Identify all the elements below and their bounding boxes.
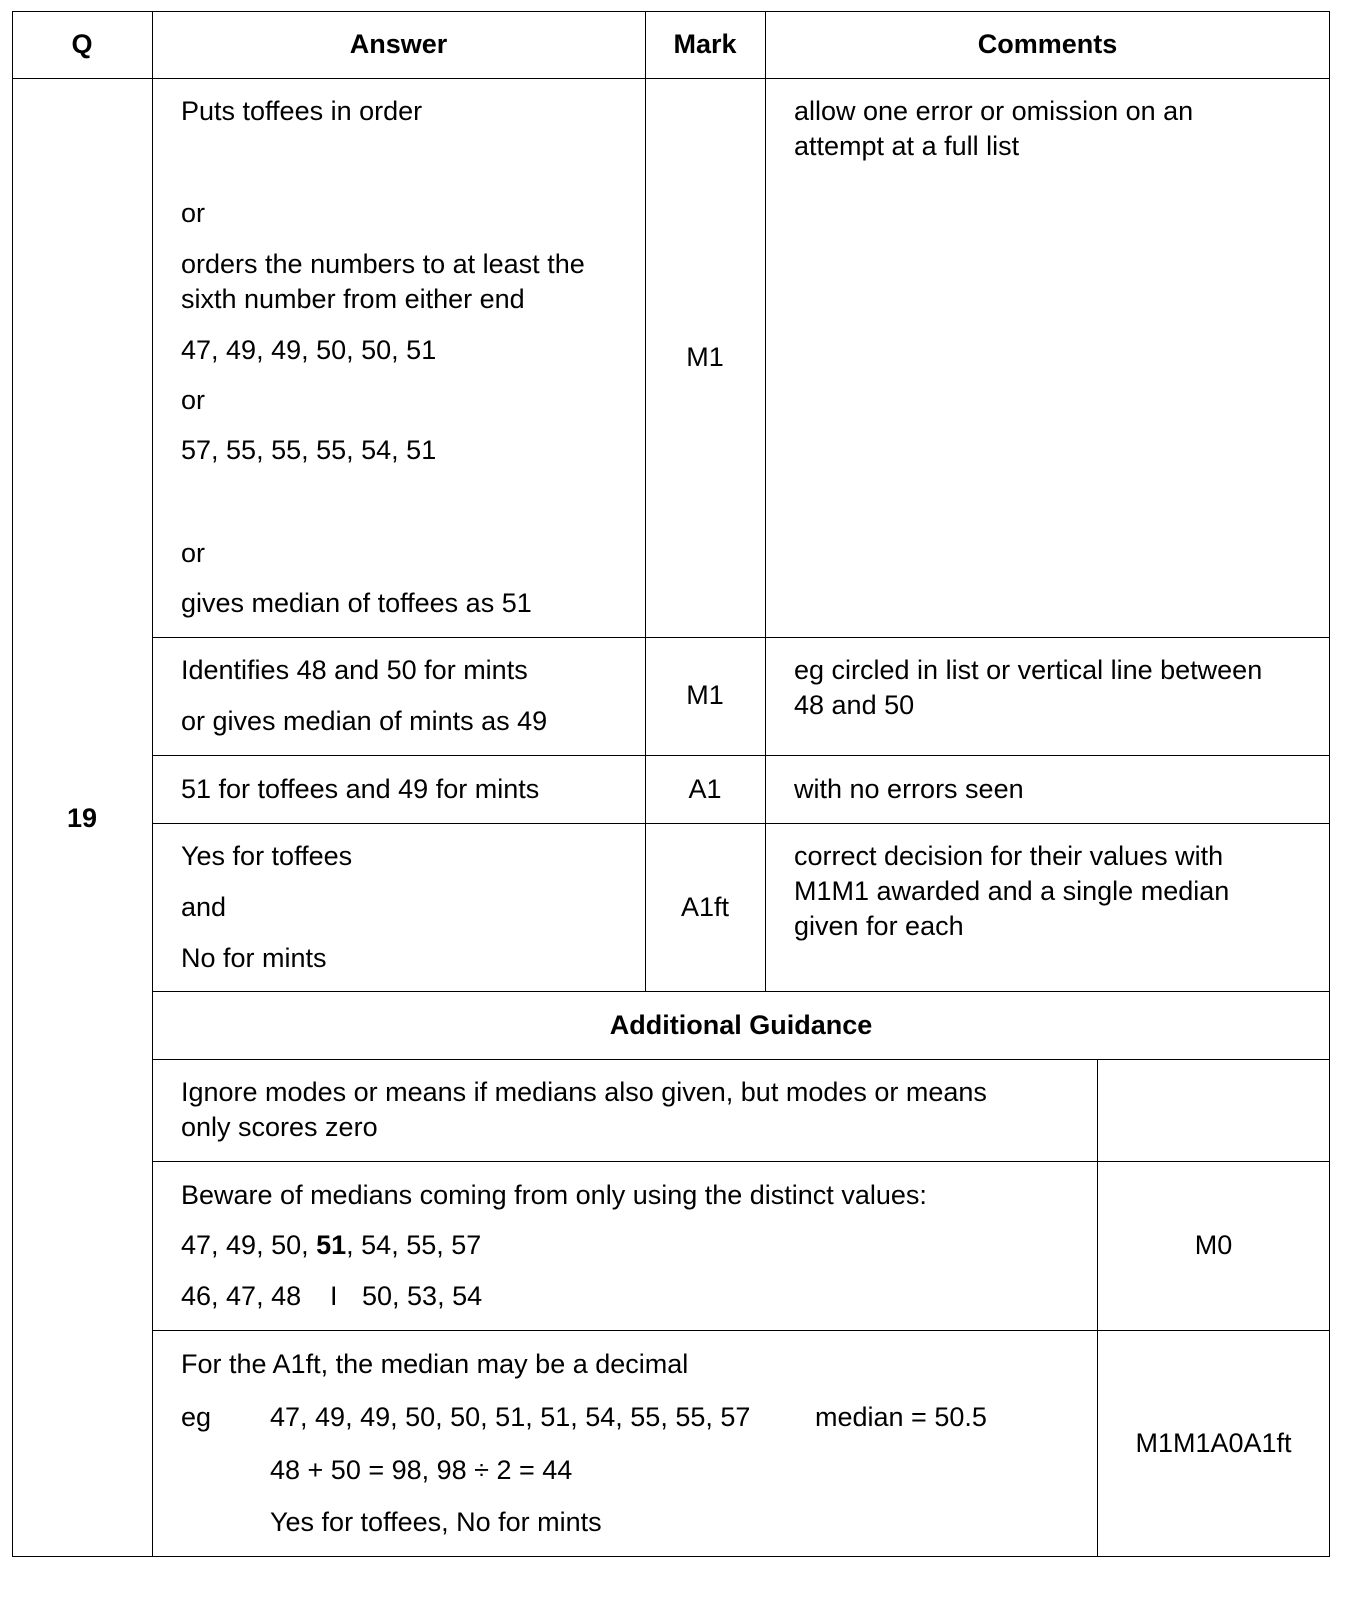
table-left-border xyxy=(12,11,13,1557)
answer-line: or xyxy=(181,538,206,568)
table-bottom-border xyxy=(12,1556,1330,1557)
header-mark: Mark xyxy=(673,29,737,59)
answer-line: 57, 55, 55, 55, 54, 51 xyxy=(181,435,437,465)
eg-decision: Yes for toffees, No for mints xyxy=(270,1507,602,1537)
question-number: 19 xyxy=(66,803,98,833)
answer-line: Identifies 48 and 50 for mints xyxy=(181,655,528,685)
guidance-mark: M0 xyxy=(1194,1230,1233,1260)
guidance-mark-column-border xyxy=(1097,1059,1098,1557)
row1-bottom-border xyxy=(152,637,1330,638)
answer-line: or xyxy=(181,198,206,228)
list-part: , 54, 55, 57 xyxy=(346,1230,482,1260)
table-right-border xyxy=(1329,11,1330,1557)
comment-line: attempt at a full list xyxy=(794,131,1020,161)
answer-line: 47, 49, 49, 50, 50, 51 xyxy=(181,335,437,365)
guidance-line: only scores zero xyxy=(181,1112,378,1142)
row2-bottom-border xyxy=(152,755,1330,756)
comment-line: given for each xyxy=(794,911,964,941)
mark-value: A1 xyxy=(688,774,722,804)
guidance-line: For the A1ft, the median may be a decimal xyxy=(181,1349,689,1379)
guidance-mark: M1M1A0A1ft xyxy=(1135,1428,1292,1458)
distinct-values-mints-left: 46, 47, 48 xyxy=(181,1281,302,1311)
eg-label: eg xyxy=(181,1402,212,1432)
guidance-line: Ignore modes or means if medians also given, but modes or means xyxy=(181,1077,987,1107)
answer-line: gives median of toffees as 51 xyxy=(181,588,532,618)
comment-line: 48 and 50 xyxy=(794,690,915,720)
guidance-heading: Additional Guidance xyxy=(609,1010,873,1040)
median-separator: I xyxy=(330,1281,338,1311)
comment-line: allow one error or omission on an xyxy=(794,96,1194,126)
answer-column-border xyxy=(645,11,646,992)
answer-line: or xyxy=(181,385,206,415)
answer-line: and xyxy=(181,892,227,922)
eg-median: median = 50.5 xyxy=(815,1402,987,1432)
answer-line: sixth number from either end xyxy=(181,284,525,314)
answer-line: or gives median of mints as 49 xyxy=(181,706,548,736)
mark-value: M1 xyxy=(686,680,724,710)
comment-line: with no errors seen xyxy=(794,774,1024,804)
header-q: Q xyxy=(71,29,93,59)
row4-bottom-border xyxy=(152,991,1330,992)
list-part: 47, 49, 50, xyxy=(181,1230,317,1260)
bold-median: 51 xyxy=(316,1230,347,1260)
comment-line: correct decision for their values with xyxy=(794,841,1224,871)
distinct-values-toffees xyxy=(181,1228,481,1263)
mark-value: A1ft xyxy=(680,892,730,922)
eg-list: 47, 49, 49, 50, 50, 51, 51, 54, 55, 55, 57 xyxy=(270,1402,751,1432)
guidance2-bottom-border xyxy=(152,1330,1330,1331)
q-column-border xyxy=(152,11,153,1557)
answer-line: Puts toffees in order xyxy=(181,96,423,126)
mark-value: M1 xyxy=(686,342,724,372)
answer-line: 51 for toffees and 49 for mints xyxy=(181,774,540,804)
distinct-values-mints-right: 50, 53, 54 xyxy=(362,1281,483,1311)
comment-line: M1M1 awarded and a single median xyxy=(794,876,1230,906)
guidance-line: Beware of medians coming from only using the distinct values: xyxy=(181,1180,927,1210)
guidance1-bottom-border xyxy=(152,1161,1330,1162)
answer-line: Yes for toffees xyxy=(181,841,353,871)
eg-calculation: 48 + 50 = 98, 98 ÷ 2 = 44 xyxy=(270,1455,573,1485)
comment-line: eg circled in list or vertical line between xyxy=(794,655,1263,685)
header-comments: Comments xyxy=(977,29,1118,59)
answer-line: orders the numbers to at least the xyxy=(181,249,585,279)
mark-column-border xyxy=(765,11,766,992)
header-bottom-border xyxy=(12,78,1330,79)
row3-bottom-border xyxy=(152,823,1330,824)
table-top-border xyxy=(12,11,1330,12)
answer-line: No for mints xyxy=(181,943,327,973)
header-answer: Answer xyxy=(349,29,448,59)
guidance-heading-bottom-border xyxy=(152,1059,1330,1060)
